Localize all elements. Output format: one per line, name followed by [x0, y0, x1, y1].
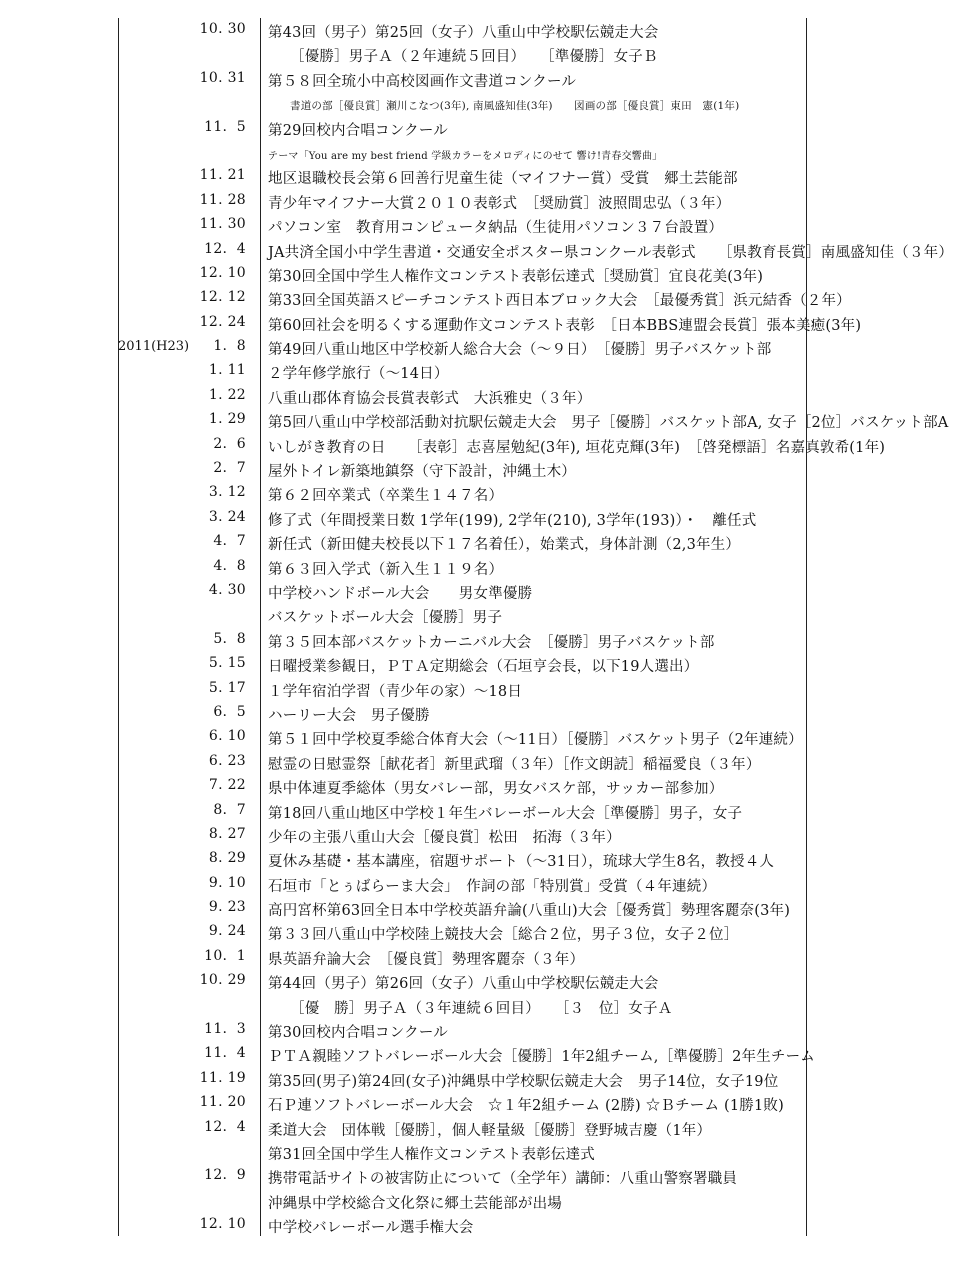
- date-cell: 4. 30: [208, 581, 246, 598]
- date-cell: 1. 8: [213, 338, 246, 355]
- event-text: 書道の部［優良賞］瀬川こなつ(3年), 南風盛知佳(3年) 図画の部［優良賞］東田 憲(1年): [290, 100, 740, 113]
- date-cell: 1. 29: [208, 411, 246, 428]
- date-cell: 11. 28: [199, 191, 246, 208]
- date-cell: 12. 10: [199, 264, 246, 281]
- date-cell: 9. 10: [208, 874, 246, 891]
- event-text: 第６２回卒業式（卒業生１４７名）: [268, 488, 504, 505]
- date-cell: 9. 23: [208, 899, 246, 916]
- date-cell: 12. 24: [199, 313, 246, 330]
- event-text: 夏休み基礎・基本講座，宿題サポート（～31日），琉球大学生8名，教授４人: [268, 854, 775, 871]
- table-row: [0, 410, 949, 434]
- table-row: [0, 313, 904, 337]
- table-row: [0, 679, 904, 703]
- date-cell: 2. 7: [213, 460, 246, 477]
- date-cell: 5. 8: [213, 630, 246, 647]
- event-text: 新任式（新田健夫校長以下１７名着任），始業式，身体計測（2,3年生）: [268, 537, 741, 554]
- table-row: [0, 971, 904, 995]
- event-text: ［優勝］男子Ａ（２年連続５回目） ［準優勝］女子Ｂ: [290, 49, 658, 66]
- table-row: [0, 532, 904, 556]
- table-row: [0, 240, 953, 264]
- table-row: [0, 801, 904, 825]
- date-cell: 12. 10: [199, 1216, 246, 1233]
- event-text: ハーリー大会 男子優勝: [268, 707, 430, 724]
- table-row: [0, 922, 904, 946]
- date-cell: 11. 3: [204, 1021, 246, 1038]
- event-text: JA共済全国小中学生書道・交通安全ポスター県コンクール表彰式 ［県教育長賞］南風盛知佳（３年）: [268, 244, 953, 261]
- event-text: 第60回社会を明るくする運動作文コンテスト表彰 ［日本BBS連盟会長賞］張本美癒(3年): [268, 317, 862, 334]
- year-label: 2011(H23): [118, 339, 190, 355]
- table-row: [0, 630, 904, 654]
- event-text: ２学年修学旅行（～14日）: [268, 366, 449, 383]
- table-row: [0, 605, 904, 629]
- event-text: 第43回（男子）第25回（女子）八重山中学校駅伝競走大会: [268, 25, 659, 41]
- table-row: [0, 752, 904, 776]
- table-row: [0, 1020, 904, 1044]
- event-text: 地区退職校長会第６回善行児童生徒（マイフナー賞）受賞 郷土芸能部: [268, 171, 738, 188]
- table-row: [0, 898, 904, 922]
- table-row: [0, 435, 904, 459]
- event-text: 第５８回全琉小中高校図画作文書道コンクール: [268, 73, 577, 90]
- event-text: 八重山郡体育協会長賞表彰式 大浜雅史（３年）: [268, 390, 592, 407]
- table-row: [0, 44, 904, 68]
- table-row: [0, 874, 904, 898]
- table-row: [0, 1069, 904, 1093]
- table-row: [0, 996, 904, 1020]
- event-text: 第5回八重山中学校部活動対抗駅伝競走大会 男子［優勝］バスケット部A, 女子［2位］バスケット部A: [268, 415, 949, 432]
- date-cell: 12. 12: [199, 289, 246, 306]
- table-row: [0, 93, 904, 117]
- event-text: 第44回（男子）第26回（女子）八重山中学校駅伝競走大会: [268, 976, 659, 993]
- table-row: [0, 288, 904, 312]
- date-cell: 12. 9: [204, 1167, 246, 1184]
- table-row: [0, 776, 904, 800]
- event-text: 沖縄県中学校総合文化祭に郷土芸能部が出場: [268, 1195, 562, 1212]
- table-row: [0, 1093, 904, 1117]
- event-text: 第30回校内合唱コンクール: [268, 1025, 448, 1042]
- event-text: 修了式（年間授業日数 1学年(199), 2学年(210), 3学年(193)）・ 離任式: [268, 512, 757, 529]
- table-row: [0, 1191, 904, 1215]
- event-text: 第３３回八重山中学校陸上競技大会［総合２位，男子３位，女子２位］: [268, 927, 739, 944]
- date-cell: 6. 23: [208, 752, 246, 769]
- table-row: [0, 727, 904, 751]
- event-text: テーマ「You are my best friend 学級カラーをメロディにのせて 響け!青春交響曲」: [268, 150, 663, 162]
- table-row: [0, 1215, 904, 1239]
- table-row: [0, 1142, 904, 1166]
- table-row: [0, 557, 904, 581]
- event-text: 少年の主張八重山大会［優良賞］松田 拓海（３年）: [268, 829, 621, 846]
- table-row: [0, 191, 904, 215]
- date-cell: 11. 19: [199, 1069, 246, 1086]
- date-cell: 11. 4: [204, 1045, 246, 1062]
- event-text: 中学校バレーボール選手権大会: [268, 1220, 474, 1237]
- event-text: 青少年マイフナー大賞２０１０表彰式 ［奨励賞］波照間忠弘（３年）: [268, 195, 731, 212]
- event-text: 日曜授業参観日，ＰＴＡ定期総会（石垣亨会長，以下19人選出）: [268, 659, 699, 676]
- table-row: [0, 483, 904, 507]
- date-cell: 11. 5: [204, 118, 246, 135]
- date-cell: 11. 30: [199, 216, 246, 233]
- table-row: [0, 825, 904, 849]
- date-cell: 6. 5: [213, 703, 246, 720]
- date-cell: 11. 20: [199, 1094, 246, 1111]
- table-row: [0, 264, 904, 288]
- event-text: ＰＴＡ親睦ソフトバレーボール大会［優勝］1年2組チーム,［準優勝］2年生チーム: [268, 1049, 816, 1066]
- date-cell: 4. 7: [213, 533, 246, 550]
- chronology-table: [0, 20, 953, 1240]
- date-cell: 10. 29: [199, 972, 246, 989]
- event-text: 石垣市「とぅばらーま大会」 作詞の部「特別賞」受賞（４年連続）: [268, 878, 717, 895]
- table-row: [0, 703, 904, 727]
- table-row: [0, 508, 904, 532]
- table-row: [0, 118, 904, 142]
- table-row: [0, 361, 904, 385]
- date-cell: 1. 11: [208, 362, 246, 379]
- date-cell: 8. 27: [208, 825, 246, 842]
- event-text: ［優 勝］男子Ａ（３年連続６回目） ［３ 位］女子Ａ: [290, 1000, 673, 1017]
- table-row: [0, 386, 904, 410]
- table-row: [0, 1044, 904, 1068]
- date-cell: 2. 6: [213, 435, 246, 452]
- table-row: [0, 459, 904, 483]
- event-text: 石Ｐ連ソフトバレーボール大会 ☆１年2組チーム (2勝) ☆Ｂチーム (1勝1敗): [268, 1098, 784, 1115]
- table-row: [0, 654, 904, 678]
- date-cell: 8. 7: [213, 801, 246, 818]
- table-row: [0, 69, 904, 93]
- event-text: バスケットボール大会［優勝］男子: [268, 610, 503, 627]
- event-text: 県英語弁論大会 ［優良賞］勢理客麗奈（３年）: [268, 951, 585, 968]
- event-text: 柔道大会 団体戦［優勝］，個人軽量級［優勝］登野城吉慶（1年）: [268, 1122, 712, 1139]
- date-cell: 10. 30: [199, 21, 246, 37]
- date-cell: 8. 29: [208, 850, 246, 867]
- event-text: 中学校ハンドボール大会 男女準優勝: [268, 585, 533, 602]
- event-text: 県中体連夏季総体（男女バレー部，男女バスケ部，サッカー部参加）: [268, 781, 724, 798]
- event-text: 第５１回中学校夏季総合体育大会（～11日）［優勝］バスケット男子（2年連続）: [268, 732, 803, 749]
- event-text: 高円宮杯第63回全日本中学校英語弁論(八重山)大会［優秀賞］勢理客麗奈(3年): [268, 903, 791, 920]
- date-cell: 10. 31: [199, 69, 246, 86]
- date-cell: 4. 8: [213, 557, 246, 574]
- date-cell: 12. 4: [204, 1118, 246, 1135]
- event-text: 第33回全国英語スピーチコンテスト西日本ブロック大会 ［最優秀賞］浜元結香（２年）: [268, 293, 851, 310]
- date-cell: 9. 24: [208, 923, 246, 940]
- table-row: [0, 1166, 904, 1190]
- table-row: [0, 849, 904, 873]
- event-text: パソコン室 教育用コンピュータ納品（生徒用パソコン３７台設置）: [268, 220, 724, 237]
- table-row: [0, 166, 904, 190]
- table-row: [0, 142, 904, 166]
- table-row: [0, 337, 904, 361]
- date-cell: 5. 15: [208, 655, 246, 672]
- event-text: 第30回全国中学生人権作文コンテスト表彰伝達式［奨励賞］宜良花美(3年): [268, 268, 764, 285]
- date-cell: 10. 1: [204, 947, 246, 964]
- event-text: 慰霊の日慰霊祭［献花者］新里武瑠（３年）［作文朗読］稲福愛良（３年）: [268, 756, 761, 773]
- table-row: [0, 947, 904, 971]
- table-row: [0, 215, 904, 239]
- event-text: 屋外トイレ新築地鎮祭（守下設計，沖縄土木）: [268, 464, 576, 481]
- table-row: [0, 1118, 904, 1142]
- event-text: 第３５回本部バスケットカーニバル大会 ［優勝］男子バスケット部: [268, 634, 715, 651]
- table-row: [0, 20, 904, 44]
- table-row: [0, 581, 904, 605]
- event-text: 第29回校内合唱コンクール: [268, 122, 448, 139]
- date-cell: 3. 12: [208, 484, 246, 501]
- event-text: いしがき教育の日 ［表彰］志喜屋勉紀(3年), 垣花克輝(3年) ［啓発標語］名嘉真敦希(1年): [268, 439, 886, 456]
- event-text: 第31回全国中学生人権作文コンテスト表彰伝達式: [268, 1146, 595, 1163]
- event-text: 携帯電話サイトの被害防止について（全学年）講師：八重山警察署職員: [268, 1171, 738, 1188]
- event-text: 第６３回入学式（新入生１１９名）: [268, 561, 504, 578]
- date-cell: 5. 17: [208, 679, 246, 696]
- event-text: １学年宿泊学習（青少年の家）～18日: [268, 683, 523, 700]
- event-text: 第18回八重山地区中学校１年生バレーボール大会［準優勝］男子，女子: [268, 805, 743, 822]
- event-text: 第49回八重山地区中学校新人総合大会（～９日） ［優勝］男子バスケット部: [268, 342, 772, 359]
- event-text: 第35回(男子)第24回(女子)沖縄県中学校駅伝競走大会 男子14位，女子19位: [268, 1073, 779, 1090]
- date-cell: 3. 24: [208, 508, 246, 525]
- date-cell: 11. 21: [199, 167, 246, 184]
- date-cell: 12. 4: [204, 240, 246, 257]
- date-cell: 7. 22: [208, 777, 246, 794]
- date-cell: 1. 22: [208, 386, 246, 403]
- date-cell: 6. 10: [208, 728, 246, 745]
